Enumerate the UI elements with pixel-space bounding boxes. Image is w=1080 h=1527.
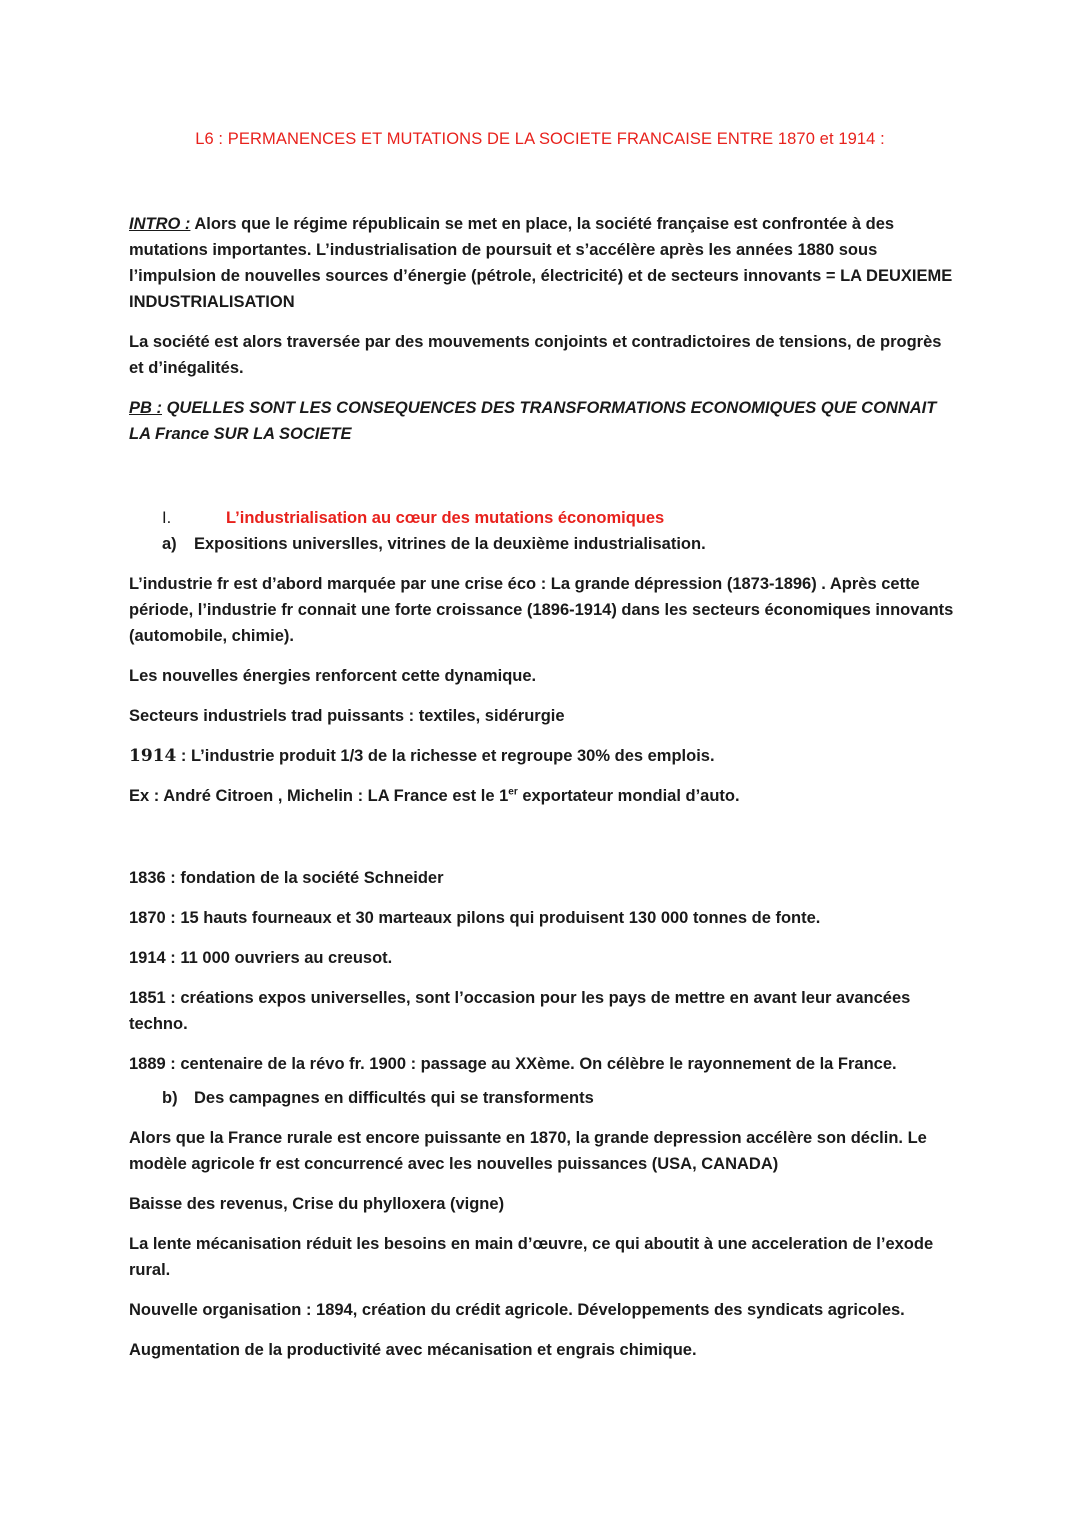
intro-paragraph <box>129 211 959 315</box>
example-text-after: exportateur mondial d’auto. <box>517 787 740 805</box>
paragraph-1914-text: : L’industrie produit 1/3 de la richesse et regroupe 30% des emplois. <box>176 747 715 765</box>
subsection-b-number: b) <box>162 1089 178 1107</box>
paragraph-crisis: L’industrie fr est d’abord marquée par une crise éco : La grande dépression (1873-1896) . Après cette période, l’industrie fr connait une forte croissance (1896-1914) dans les secteurs économiques innovants (automobile, chimie). <box>129 575 954 645</box>
paragraph-1914 <box>129 743 959 769</box>
intro-paragraph-2: La société est alors traversée par des mouvements conjoints et contradictoires de tensions, de progrès et d’inégalités. <box>129 333 942 377</box>
subsection-b-heading <box>162 1085 959 1111</box>
problem-statement <box>129 395 959 447</box>
timeline-item: 1889 : centenaire de la révo fr. 1900 : passage au XXème. On célèbre le rayonnement de la France. <box>129 1055 897 1073</box>
intro-label: INTRO : <box>129 215 191 233</box>
subsection-b-title: Des campagnes en difficultés qui se transforments <box>194 1089 594 1107</box>
subsection-a-title: Expositions universlles, vitrines de la deuxième industrialisation. <box>194 535 706 553</box>
paragraph-productivity: Augmentation de la productivité avec mécanisation et engrais chimique. <box>129 1341 697 1359</box>
section-1-number: I. <box>162 509 172 527</box>
year-1914: 1914 <box>129 746 177 766</box>
paragraph-energies: Les nouvelles énergies renforcent cette dynamique. <box>129 667 537 685</box>
section-1-title: L’industrialisation au cœur des mutations économiques <box>226 509 665 527</box>
page-title: L6 : PERMANENCES ET MUTATIONS DE LA SOCIETE FRANCAISE ENTRE 1870 et 1914 : <box>195 130 885 148</box>
timeline-item: 1836 : fondation de la société Schneider <box>129 869 444 887</box>
example-superscript: er <box>508 786 518 798</box>
problem-label: PB : <box>129 399 162 417</box>
paragraph-sectors: Secteurs industriels trad puissants : textiles, sidérurgie <box>129 707 565 725</box>
paragraph-mechanisation: La lente mécanisation réduit les besoins en main d’œuvre, ce qui aboutit à une acceleration de l’exode rural. <box>129 1235 934 1279</box>
document-body <box>129 211 959 1377</box>
timeline-item: 1914 : 11 000 ouvriers au creusot. <box>129 949 393 967</box>
section-1-heading <box>162 505 959 531</box>
paragraph-organisation: Nouvelle organisation : 1894, création du crédit agricole. Développements des syndicats agricoles. <box>129 1301 905 1319</box>
timeline-item: 1851 : créations expos universelles, sont l’occasion pour les pays de mettre en avant leur avancées techno. <box>129 989 911 1033</box>
intro-text: Alors que le régime républicain se met en place, la société française est confrontée à des mutations importantes. L’industrialisation de poursuit et s’accélère après les années 1880 sous l’impulsion de nouvelles sources d’énergie (pétrole, électricité) et de secteurs innovants = LA DEUXIEME INDUSTRIALISATION <box>129 215 953 311</box>
problem-text: QUELLES SONT LES CONSEQUENCES DES TRANSFORMATIONS ECONOMIQUES QUE CONNAIT LA France SUR LA SOCIETE <box>129 399 937 443</box>
subsection-a-heading <box>162 531 959 557</box>
paragraph-rural: Alors que la France rurale est encore puissante en 1870, la grande depression accélère son déclin. Le modèle agricole fr est concurrencé avec les nouvelles puissances (USA, CANADA) <box>129 1129 927 1173</box>
subsection-a-number: a) <box>162 535 177 553</box>
timeline-item: 1870 : 15 hauts fourneaux et 30 marteaux pilons qui produisent 130 000 tonnes de fonte. <box>129 909 821 927</box>
paragraph-example <box>129 783 959 809</box>
example-text-before: Ex : André Citroen , Michelin : LA France est le 1 <box>129 787 509 805</box>
paragraph-revenues: Baisse des revenus, Crise du phylloxera (vigne) <box>129 1195 505 1213</box>
